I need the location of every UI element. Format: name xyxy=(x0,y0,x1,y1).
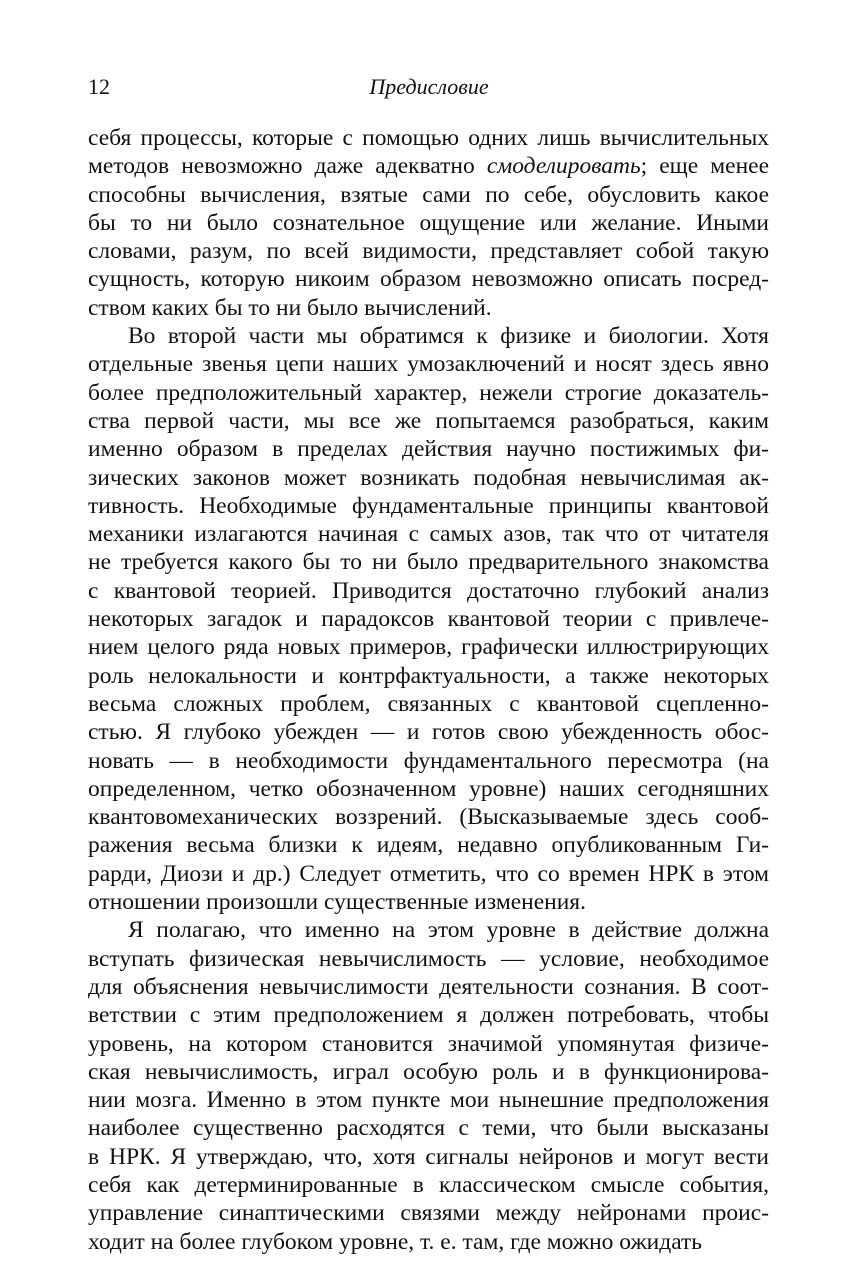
emphasized-term: смоделировать xyxy=(486,153,641,180)
text-line: вступать физическая невычислимость — условие, необходимое xyxy=(88,945,769,972)
text-line: себя как детерминированные в классическом смысле события, xyxy=(88,1171,769,1198)
text-line: способны вычисления, взятые сами по себе, обусловить какое xyxy=(88,181,769,208)
text-line: роль нелокальности и контрфактуальности, а также некоторых xyxy=(88,662,769,689)
text-line: ством каких бы то ни было вычислений. xyxy=(88,294,492,321)
text-line xyxy=(88,152,769,180)
text-line: управление синаптическими связями между нейронами проис- xyxy=(88,1200,769,1227)
text-line: для объяснения невычислимости деятельности сознания. В соот- xyxy=(88,973,769,1000)
text-line: тивность. Необходимые фундаментальные принципы квантовой xyxy=(88,492,769,519)
page-number: 12 xyxy=(88,74,110,99)
text-line: Во второй части мы обратимся к физике и биологии. Хотя xyxy=(128,323,769,350)
body-text xyxy=(88,124,769,1256)
text-line: более предположительный характер, нежели строгие доказатель- xyxy=(88,379,769,406)
text-line: ветствии с этим предположением я должен потребовать, чтобы xyxy=(88,1002,769,1029)
text-line: ская невычислимость, играл особую роль и в функционирова- xyxy=(88,1058,769,1085)
running-title xyxy=(0,74,850,100)
text-line: ходит на более глубоком уровне, т. е. там, где можно ожидать xyxy=(88,1228,703,1255)
text-line: ражения весьма близки к идеям, недавно опубликованным Ги- xyxy=(88,832,769,859)
text-line: весьма сложных проблем, связанных с квантовой сцепленно- xyxy=(88,690,769,717)
text-line: стью. Я глубоко убежден — и готов свою убежденность обос- xyxy=(88,719,769,746)
text-line: в НРК. Я утверждаю, что, хотя сигналы нейронов и могут вести xyxy=(88,1143,769,1170)
text-line: бы то ни было сознательное ощущение или желание. Иными xyxy=(88,209,769,236)
text-fragment: методов невозможно даже адекватно xyxy=(88,153,487,180)
running-title-text: Предисловие xyxy=(369,74,489,99)
text-line: не требуется какого бы то ни было предварительного знакомства xyxy=(88,549,769,576)
text-line: сущность, которую никоим образом невозможно описать посред- xyxy=(88,266,769,293)
text-line: новать — в необходимости фундаментального пересмотра (на xyxy=(88,747,769,774)
text-line: квантовомеханических воззрений. (Высказываемые здесь сооб- xyxy=(88,804,769,831)
text-line: уровень, на котором становится значимой упомянутая физиче- xyxy=(88,1030,769,1057)
text-line: ства первой части, мы все же попытаемся разобраться, каким xyxy=(88,407,769,434)
text-line: словами, разум, по всей видимости, представляет собой такую xyxy=(88,238,769,265)
text-line: отдельные звенья цепи наших умозаключений и носят здесь явно xyxy=(88,351,769,378)
text-line: нии мозга. Именно в этом пункте мои нынешние предположения xyxy=(88,1087,769,1114)
text-line: с квантовой теорией. Приводится достаточно глубокий анализ xyxy=(88,577,769,604)
text-line: отношении произошли существенные изменения. xyxy=(88,889,586,916)
text-line: механики излагаются начиная с самых азов, так что от читателя xyxy=(88,521,769,548)
text-line: себя процессы, которые с помощью одних лишь вычислительных xyxy=(88,125,769,151)
text-line: нием целого ряда новых примеров, графически иллюстрирующих xyxy=(88,634,769,661)
text-line: именно образом в пределах действия научно постижимых фи- xyxy=(88,436,769,463)
text-line: рарди, Диози и др.) Следует отметить, что со времен НРК в этом xyxy=(88,860,769,887)
text-line: наиболее существенно расходятся с теми, что были высказаны xyxy=(88,1115,769,1142)
text-line: некоторых загадок и парадоксов квантовой теории с привлече- xyxy=(88,606,769,633)
text-line: зических законов может возникать подобная невычислимая ак- xyxy=(88,464,769,491)
text-fragment: ; еще менее xyxy=(640,153,769,180)
text-line: Я полагаю, что именно на этом уровне в действие должна xyxy=(128,917,769,944)
text-line: определенном, четко обозначенном уровне) наших сегодняшних xyxy=(88,775,769,802)
